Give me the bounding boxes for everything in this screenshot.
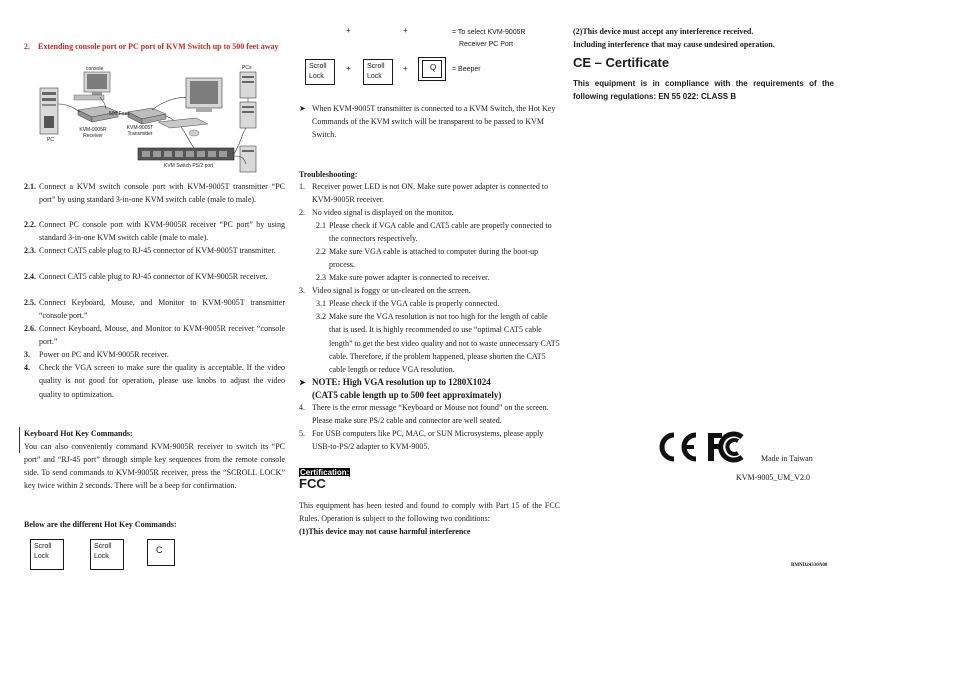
- step-text: Connect CAT5 cable plug to RJ-45 connector of KVM-9005R receiver.: [39, 272, 268, 281]
- vga-note: [299, 376, 560, 402]
- diagram-graphic: [34, 64, 266, 174]
- key-label-line2: Lock: [367, 73, 382, 80]
- step-item: [24, 322, 285, 349]
- troubleshoot-text: No video signal is displayed on the monitor.: [312, 208, 454, 217]
- label-pc: PC: [47, 137, 54, 143]
- section-2-heading: [24, 40, 286, 53]
- key-label-line1: Scroll: [309, 63, 327, 70]
- step-item: [24, 296, 285, 323]
- troubleshoot-number: 2.: [299, 208, 305, 217]
- label-transmitter: KVM-9005T Transmitter: [126, 125, 154, 137]
- plus-sign-2: +: [403, 64, 408, 73]
- troubleshoot-item: [316, 245, 560, 272]
- troubleshoot-text: Make sure power adapter is connected to receiver.: [329, 273, 490, 282]
- key-label-line1: Scroll: [34, 543, 52, 550]
- step-item: [24, 361, 285, 401]
- step-text: Connect Keyboard, Mouse, and Monitor to KVM-9005T transmitter “console port.”: [39, 298, 285, 321]
- label-500-feet: 500 Feet: [109, 111, 129, 117]
- troubleshoot-number: 3.1: [316, 299, 326, 308]
- troubleshoot-item: [316, 271, 560, 284]
- key-scroll-lock-2: [90, 539, 124, 570]
- step-text: Connect PC console port with KVM-9005R receiver “PC port” by using standard 3-in-one KVM switch cable (male to male).: [39, 220, 285, 243]
- troubleshoot-text: Receiver power LED is not ON. Make sure power adapter is connected to KVM-9005R receiver.: [312, 182, 549, 205]
- troubleshoot-text: There is the error message “Keyboard or Mouse not found” on the screen. Please make sure PS/2 cable and connector are well seated.: [312, 403, 549, 426]
- mouse: [189, 130, 199, 136]
- step-text: Power on PC and KVM-9005R receiver.: [39, 350, 169, 359]
- troubleshoot-item: [299, 401, 560, 428]
- step-item: [24, 244, 285, 257]
- step-text: Connect CAT5 cable plug to RJ-45 connector of KVM-9005T transmitter.: [39, 246, 276, 255]
- arrow-bullet-icon: ➤: [299, 104, 306, 113]
- troubleshooting-title: Troubleshooting:: [299, 170, 358, 179]
- doc-code: BMND24330A00: [791, 563, 828, 568]
- plus-sign-top-2: +: [403, 26, 408, 35]
- troubleshoot-text: For USB computers like PC, MAC, or SUN Microsystems, please apply USB-to-PS/2 adapter to KVM-9005.: [312, 429, 544, 452]
- center-keyboard: [158, 118, 208, 128]
- vga-note-line-1: NOTE: High VGA resolution up to 1280X1024: [312, 377, 491, 387]
- key-label-line1: Scroll: [367, 63, 385, 70]
- step-number: 3.: [24, 350, 30, 359]
- ce-title: CE – Certificate: [573, 55, 670, 70]
- pcs-tower-1: [240, 72, 256, 98]
- hotkey-title: Keyboard Hot Key Commands:: [24, 429, 133, 438]
- bullet-note-text: When KVM-9005T transmitter is connected to a KVM Switch, the Hot Key Commands of the KVM switch will be transparent to be passed to KVM Switch.: [312, 104, 556, 139]
- key-label: Q: [430, 63, 437, 72]
- fc-mark-icon: [708, 430, 748, 464]
- pcs-tower-2: [240, 102, 256, 128]
- key-label: C: [156, 545, 163, 555]
- troubleshoot-text: Please check if VGA cable and CAT5 cable are properly connected to the connectors respectively.: [329, 221, 552, 244]
- step-number: 2.1.: [24, 182, 36, 191]
- beeper-text: = Beeper: [452, 66, 481, 73]
- fc-logo: [708, 430, 748, 464]
- fcc-condition-1: (1)This device may not cause harmful interference: [299, 527, 471, 536]
- plus-sign-1: +: [346, 64, 351, 73]
- key-label-line2: Lock: [94, 553, 109, 560]
- key-q: [422, 60, 442, 78]
- troubleshoot-number: 3.: [299, 286, 305, 295]
- troubleshoot-item: [299, 284, 560, 297]
- label-receiver: KVM-9005R Receiver: [79, 127, 107, 139]
- label-kvm-switch: KVM Switch PS/2 port: [164, 163, 214, 169]
- key-scroll-lock-1: [30, 539, 64, 570]
- key-c: [147, 539, 175, 566]
- plus-sign-top-1: +: [346, 26, 351, 35]
- troubleshoot-number: 1.: [299, 182, 305, 191]
- key-scroll-lock-4: [363, 59, 393, 85]
- key-label-line2: Lock: [34, 553, 49, 560]
- made-in-taiwan: Made in Taiwan: [761, 454, 813, 463]
- ce-logo: [655, 430, 699, 464]
- key-label-line2: Lock: [309, 73, 324, 80]
- troubleshoot-number: 5.: [299, 429, 305, 438]
- bullet-note: [299, 102, 560, 141]
- troubleshoot-number: 4.: [299, 403, 305, 412]
- key-scroll-lock-3: [305, 59, 335, 85]
- troubleshoot-number: 2.2: [316, 247, 326, 256]
- step-text: Connect a KVM switch console port with KVM-9005T transmitter “PC port” by using standard 3-in-one KVM switch cable (male to male).: [39, 182, 285, 205]
- vga-note-line-2: (CAT5 cable length up to 500 feet approximately): [312, 390, 502, 400]
- step-number: 2.3.: [24, 246, 36, 255]
- hotkey-paragraph: You can also conveniently command KVM-9005R receiver to switch its “PC port” and “RJ-45 port” through simple key sequences from the remote console side. To send commands to KVM-9005R receiver, press the “SCROLL LOCK” key twice within 2 seconds. There will be a beep for confirmation.: [24, 442, 285, 490]
- step-item: [24, 348, 285, 361]
- step-number: 2.6.: [24, 324, 36, 333]
- step-item: [24, 270, 285, 283]
- console-keyboard: [74, 95, 104, 100]
- troubleshoot-text: Make sure VGA cable is attached to computer during the boot-up process.: [329, 247, 539, 270]
- troubleshoot-item: [316, 219, 560, 246]
- step-item: [24, 218, 285, 245]
- step-number: 2.2.: [24, 220, 36, 229]
- step-number: 4.: [24, 363, 30, 372]
- troubleshoot-item: [299, 180, 560, 207]
- ce-mark-icon: [655, 430, 699, 464]
- troubleshoot-item: [316, 297, 560, 310]
- troubleshoot-number: 2.3: [316, 273, 326, 282]
- label-pcs: PCs: [242, 65, 252, 71]
- select-line-2: Receiver PC Port: [459, 41, 514, 48]
- version-label: KVM-9005_UM_V2.0: [736, 473, 810, 482]
- label-console: console: [86, 66, 104, 72]
- fcc-condition-2-cont: Including interference that may cause undesired operation.: [573, 40, 775, 49]
- heading-number: 2.: [24, 42, 30, 51]
- step-number: 2.5.: [24, 298, 36, 307]
- key-label-line1: Scroll: [94, 543, 112, 550]
- heading-text: Extending console port or PC port of KVM Switch up to 500 feet away: [38, 42, 279, 51]
- select-line-1: = To select KVM-9005R: [452, 29, 526, 36]
- troubleshoot-number: 2.1: [316, 221, 326, 230]
- pcs-tower-3: [240, 146, 256, 172]
- troubleshoot-item: [299, 427, 560, 454]
- fcc-title: FCC: [299, 476, 326, 491]
- troubleshoot-text: Video signal is foggy or un-cleared on the screen.: [312, 286, 471, 295]
- troubleshoot-number: 3.2: [316, 312, 326, 321]
- troubleshoot-text: Please check if the VGA cable is properly connected.: [329, 299, 500, 308]
- certification-tag: Certification:: [300, 468, 350, 477]
- hotkey-commands-title: Below are the different Hot Key Commands:: [24, 520, 177, 529]
- step-text: Connect Keyboard, Mouse, and Monitor to KVM-9005R receiver “console port.”: [39, 324, 285, 347]
- troubleshoot-text: Make sure the VGA resolution is not too high for the length of cable that is used. It is highly recommended to use “optimal CAT5 cable length” to get the best video quality and not to waste unnecessary CAT5 cable. Therefore, if the problem happened, please shorten the CAT5 cable length or reduce VGA resolution.: [329, 312, 560, 375]
- step-item: [24, 180, 285, 207]
- revision-bar: [19, 427, 20, 453]
- arrow-bullet-icon: ➤: [299, 378, 306, 387]
- step-number: 2.4.: [24, 272, 36, 281]
- select-command-text: [452, 27, 526, 51]
- troubleshoot-item: [299, 206, 560, 219]
- connection-diagram: [34, 64, 266, 174]
- ce-paragraph: This equipment is in compliance with the requirements of the following regulations: EN 55 022: CLASS B: [573, 79, 834, 101]
- fcc-paragraph: This equipment has been tested and found to comply with Part 15 of the FCC Rules. Operation is subject to the following two conditions:: [299, 501, 560, 523]
- step-text: Check the VGA screen to make sure the quality is acceptable. If the video quality is not good for operation, please use knobs to adjust the video quality to optimization.: [39, 363, 285, 399]
- troubleshoot-item: [316, 310, 560, 376]
- fcc-condition-2: (2)This device must accept any interference received.: [573, 27, 754, 36]
